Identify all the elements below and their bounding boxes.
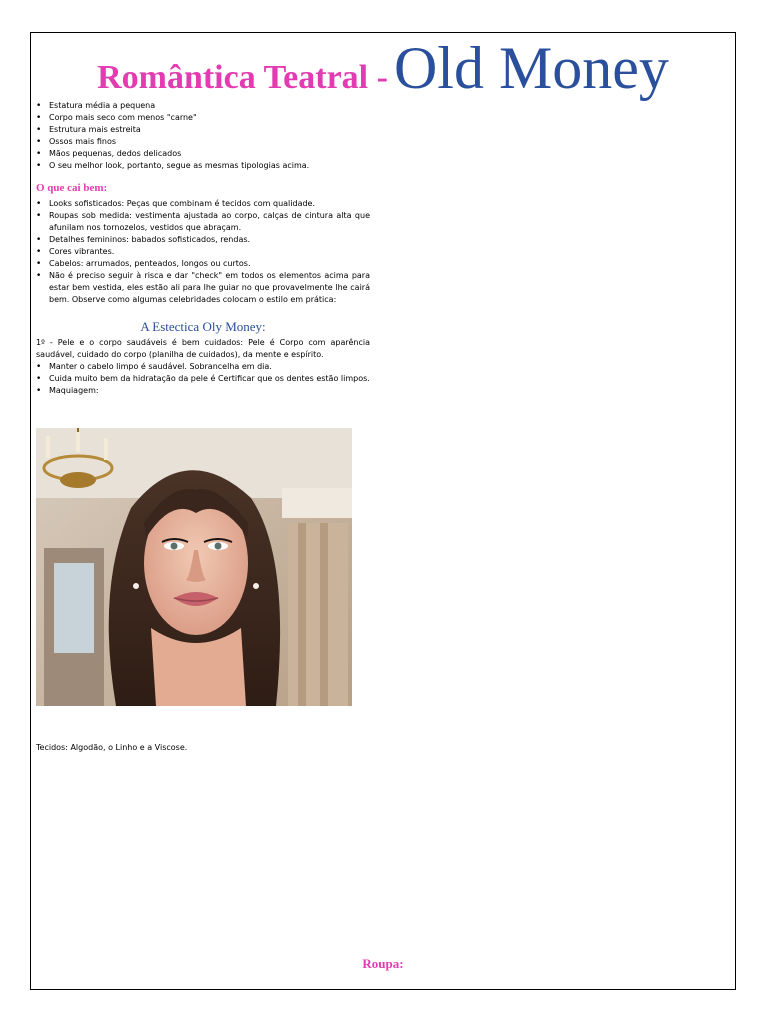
list-item: • Não é preciso seguir à risca e dar "check" em todos os elementos acima para estar bem vestida, eles estão ali para lhe guiar no que provavelmente lhe cairá bem. Observe como algumas celebridades colocam o estilo em prática: <box>36 270 370 306</box>
list-item: • Roupas sob medida: vestimenta ajustada ao corpo, calças de cintura alta que afunilam nos tornozelos, vestidos que abraçam. <box>36 210 370 234</box>
section-heading-aesthetic: A Estectica Oly Money: <box>140 319 266 334</box>
list-item: • Estatura média a pequena <box>36 100 370 112</box>
list-item: • Corpo mais seco com menos "carne" <box>36 112 370 124</box>
list-item: • Manter o cabelo limpo é saudável. Sobrancelha em dia. <box>36 361 370 373</box>
aesthetic-paragraph: 1º - Pele e o corpo saudáveis é bem cuidados: Pele é Corpo com aparência saudável, cuidado do corpo (planilha de cuidados), da mente e espírito. <box>36 338 370 359</box>
page-title <box>30 35 736 101</box>
clothing-heading: Roupa: <box>362 956 404 971</box>
intro-list <box>36 100 370 172</box>
title-old-money: Old Money <box>393 35 669 101</box>
what-suits-list <box>36 198 370 306</box>
list-item: • Estrutura mais estreita <box>36 124 370 136</box>
fabrics-text: Tecidos: Algodão, o Linho e a Viscose. <box>36 743 188 752</box>
portrait-photo <box>36 428 352 706</box>
content-column <box>36 100 370 397</box>
section-heading-what-suits: O que cai bem: <box>36 182 108 194</box>
aesthetic-list <box>36 361 370 397</box>
list-item: • Maquiagem: <box>36 385 370 397</box>
list-item: • O seu melhor look, portanto, segue as mesmas tipologias acima. <box>36 160 370 172</box>
list-item: • Ossos mais finos <box>36 136 370 148</box>
list-item: • Cores vibrantes. <box>36 246 370 258</box>
list-item: • Cabelos: arrumados, penteados, longos ou curtos. <box>36 258 370 270</box>
list-item: • Cuida muito bem da hidratação da pele é Certificar que os dentes estão limpos. <box>36 373 370 385</box>
title-romantica: Romântica Teatral - <box>97 59 388 96</box>
list-item: • Looks sofisticados: Peças que combinam é tecidos com qualidade. <box>36 198 370 210</box>
list-item: • Mãos pequenas, dedos delicados <box>36 148 370 160</box>
list-item: • Detalhes femininos: babados sofisticados, rendas. <box>36 234 370 246</box>
